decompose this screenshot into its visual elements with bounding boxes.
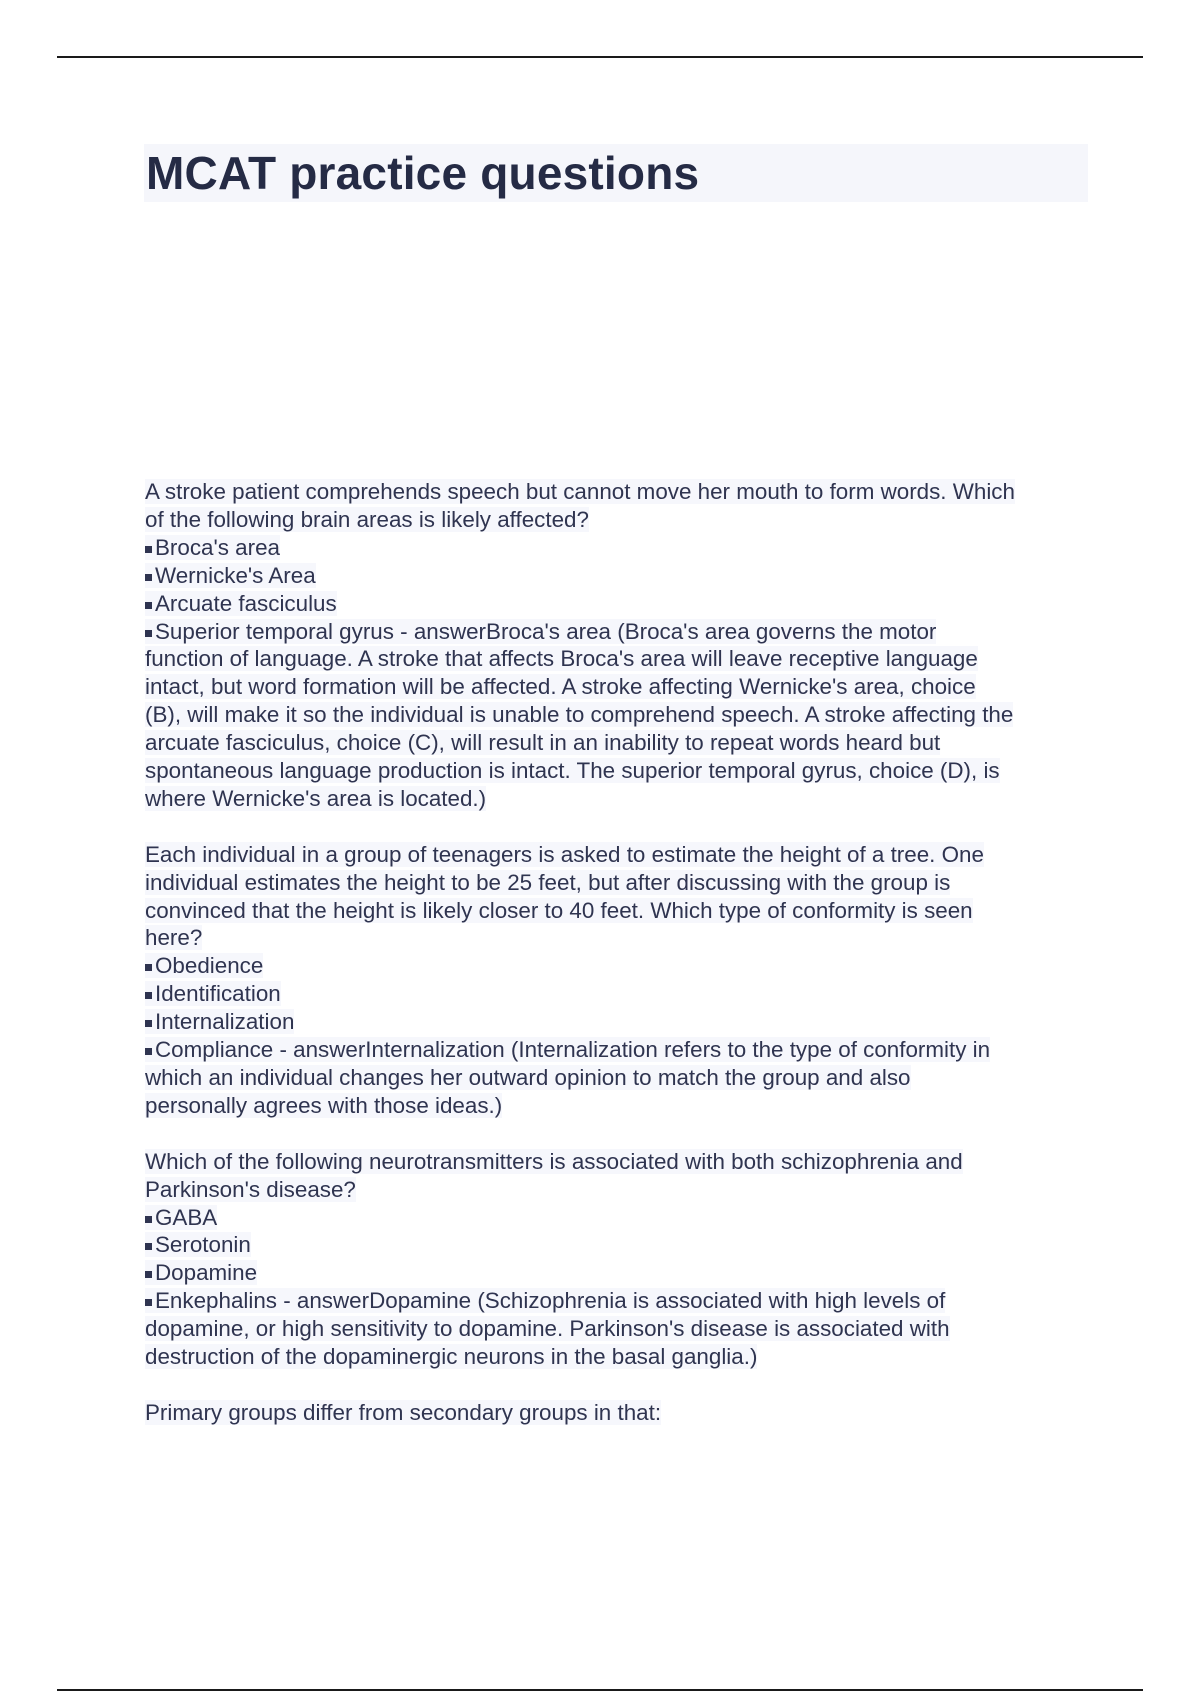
- questions-content: [145, 478, 1095, 1455]
- square-bullet-icon: [145, 1271, 152, 1278]
- answer-option: Arcuate fasciculus: [145, 590, 1095, 618]
- answer-explanation-line: dopamine, or high sensitivity to dopamine. Parkinson's disease is associated with: [145, 1316, 950, 1342]
- answer-option: Dopamine: [145, 1259, 1095, 1287]
- answer-explanation-line: arcuate fasciculus, choice (C), will result in an inability to repeat words heard but: [145, 730, 941, 756]
- square-bullet-icon: [145, 546, 152, 553]
- question-text-line: individual estimates the height to be 25 feet, but after discussing with the group is: [145, 869, 951, 895]
- answer-explanation-line: intact, but word formation will be affected. A stroke affecting Wernicke's area, choice: [145, 674, 976, 700]
- question-block: [145, 841, 1095, 1120]
- square-bullet-icon: [145, 1048, 152, 1055]
- answer-option: Compliance - answerInternalization (Internalization refers to the type of conformity in: [145, 1036, 1095, 1064]
- question-text-line: Primary groups differ from secondary groups in that:: [145, 1399, 662, 1425]
- question-text-line: A stroke patient comprehends speech but cannot move her mouth to form words. Which: [145, 479, 1015, 504]
- square-bullet-icon: [145, 1020, 152, 1027]
- answer-explanation-line: spontaneous language production is intact. The superior temporal gyrus, choice (D), is: [145, 758, 1000, 784]
- square-bullet-icon: [145, 1299, 152, 1306]
- square-bullet-icon: [145, 602, 152, 609]
- answer-option: Enkephalins - answerDopamine (Schizophrenia is associated with high levels of: [145, 1287, 1095, 1315]
- question-block: [145, 1148, 1095, 1371]
- answer-option: Serotonin: [145, 1231, 1095, 1259]
- square-bullet-icon: [145, 964, 152, 971]
- answer-option: Identification: [145, 980, 1095, 1008]
- top-rule: [57, 56, 1143, 58]
- answer-option: Broca's area: [145, 534, 1095, 562]
- square-bullet-icon: [145, 1216, 152, 1223]
- answer-explanation-line: where Wernicke's area is located.): [145, 785, 487, 811]
- answer-explanation-line: destruction of the dopaminergic neurons in the basal ganglia.): [145, 1344, 758, 1370]
- answer-option: Superior temporal gyrus - answerBroca's area (Broca's area governs the motor: [145, 618, 1095, 646]
- question-block: [145, 478, 1095, 813]
- answer-option: GABA: [145, 1204, 1095, 1232]
- question-block: [145, 1399, 1095, 1427]
- bottom-rule: [57, 1689, 1143, 1691]
- answer-explanation-line: personally agrees with those ideas.): [145, 1092, 503, 1118]
- square-bullet-icon: [145, 992, 152, 999]
- answer-explanation-line: (B), will make it so the individual is unable to comprehend speech. A stroke affecting the: [145, 702, 1014, 728]
- question-text-line: of the following brain areas is likely affected?: [145, 506, 589, 532]
- answer-option: Wernicke's Area: [145, 562, 1095, 590]
- question-text-line: Parkinson's disease?: [145, 1176, 356, 1202]
- question-text-line: here?: [145, 925, 203, 951]
- question-text-line: Which of the following neurotransmitters is associated with both schizophrenia and: [145, 1148, 963, 1174]
- answer-option: Obedience: [145, 952, 1095, 980]
- answer-explanation-line: function of language. A stroke that affects Broca's area will leave receptive language: [145, 646, 978, 672]
- answer-explanation-line: which an individual changes her outward opinion to match the group and also: [145, 1065, 911, 1091]
- square-bullet-icon: [145, 630, 152, 637]
- page-title: MCAT practice questions: [146, 147, 700, 199]
- question-text-line: Each individual in a group of teenagers is asked to estimate the height of a tree. One: [145, 841, 984, 867]
- answer-option: Internalization: [145, 1008, 1095, 1036]
- square-bullet-icon: [145, 1243, 152, 1250]
- question-text-line: convinced that the height is likely closer to 40 feet. Which type of conformity is seen: [145, 897, 973, 923]
- square-bullet-icon: [145, 574, 152, 581]
